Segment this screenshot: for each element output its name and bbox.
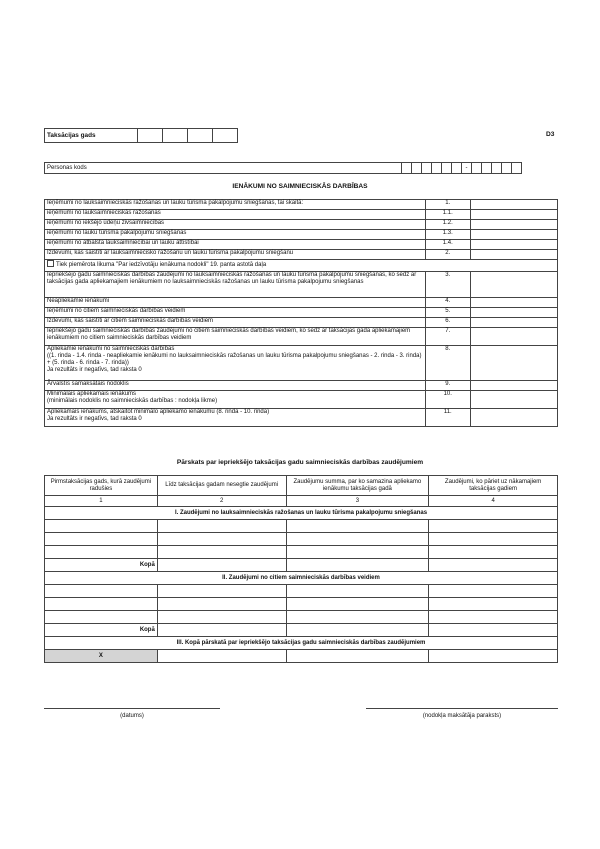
input-cell[interactable] (157, 533, 286, 546)
input-cell[interactable] (286, 611, 429, 624)
row-number: 7. (425, 328, 470, 346)
input-cell[interactable] (429, 559, 558, 572)
input-cell[interactable] (286, 624, 429, 637)
personal-code-separator: - (462, 163, 472, 174)
value-cell[interactable] (470, 210, 557, 220)
row-description (45, 200, 426, 210)
row-label: Tiek piemērota likuma "Par iedzīvotāju ienākuma nodokli" 19. panta astotā daļa (56, 262, 267, 268)
table-row (45, 230, 558, 240)
personal-code-digit-box[interactable] (412, 163, 422, 174)
value-cell[interactable] (470, 318, 557, 328)
tax-year-digit-box[interactable] (163, 129, 188, 143)
input-cell[interactable] (286, 546, 429, 559)
row-description (45, 240, 426, 250)
row-number: 6. (425, 318, 470, 328)
personal-code-digit-box[interactable] (452, 163, 462, 174)
table-header-row (45, 476, 558, 496)
tax-year-label: Taksācijas gads (45, 129, 138, 143)
table-row (45, 520, 558, 533)
row-label: ieņēmumi no lauksaimnieciskās ražošanas (47, 210, 161, 216)
tax-year-field (44, 128, 238, 143)
input-cell[interactable] (286, 650, 429, 663)
row-number: 5. (425, 308, 470, 318)
row-description (45, 260, 558, 272)
section-heading-total: III. Kopā pārskatā par iepriekšējo taksācijas gadu saimnieciskās darbības zaudējumiem (45, 637, 558, 650)
row-description (45, 210, 426, 220)
input-cell[interactable] (157, 611, 286, 624)
row-description (45, 391, 426, 409)
row-number: 1. (425, 200, 470, 210)
row-number: 1.3. (425, 230, 470, 240)
input-cell[interactable] (45, 598, 158, 611)
row-label: Minimālais apliekamais ienākums (minimālais nodoklis no saimnieciskās darbības : nodokļa likme) (47, 391, 218, 404)
value-cell[interactable] (470, 272, 557, 298)
input-cell[interactable] (286, 559, 429, 572)
row-label: Ārvalstīs samaksātais nodoklis (47, 381, 129, 387)
row-description (45, 272, 426, 298)
loss-carryforward-title: Pārskats par iepriekšējo taksācijas gadu saimnieciskās darbības zaudējumiem (176, 459, 424, 466)
row-label: Ieņēmumi no lauksaimnieciskās ražošanas un lauku tūrisma pakalpojumu sniegšanas, tai skaitā: (47, 200, 304, 206)
input-cell[interactable] (429, 533, 558, 546)
input-cell[interactable] (286, 533, 429, 546)
table-row (45, 533, 558, 546)
input-cell[interactable] (157, 559, 286, 572)
input-cell[interactable] (157, 585, 286, 598)
personal-code-digit-box[interactable] (512, 163, 522, 174)
form-code: D3 (546, 131, 555, 138)
personal-code-label: Personas kods (45, 163, 402, 174)
personal-code-digit-box[interactable] (502, 163, 512, 174)
row-number: 1.1. (425, 210, 470, 220)
row-label: Izdevumi, kas saistīti ar lauksaimniecisko ražošanu un lauku tūrisma pakalpojumu sniegšanu (47, 250, 294, 256)
value-cell[interactable] (470, 220, 557, 230)
row-label: Neapliekamie ienākumi (47, 298, 110, 304)
signature-line[interactable] (366, 708, 558, 709)
total-label: Kopā (45, 624, 158, 637)
value-cell[interactable] (470, 328, 557, 346)
col-header-uncovered-losses: Līdz taksācijas gadam nesegtie zaudējumi (157, 476, 286, 496)
table-row (45, 210, 558, 220)
row-number: 2. (425, 250, 470, 260)
row-description (45, 298, 426, 308)
table-row (45, 598, 558, 611)
personal-code-digit-box[interactable] (422, 163, 432, 174)
personal-code-digit-box[interactable] (492, 163, 502, 174)
col-number: 4 (429, 496, 558, 507)
row-description (45, 250, 426, 260)
input-cell[interactable] (45, 611, 158, 624)
grand-total-row (45, 650, 558, 663)
value-cell[interactable] (470, 240, 557, 250)
form-title: IENĀKUMI NO SAIMNIECISKĀS DARBĪBAS (232, 183, 368, 190)
col-number: 3 (286, 496, 429, 507)
table-row (45, 391, 558, 409)
date-label: (datums) (120, 713, 144, 719)
table-row (45, 318, 558, 328)
total-label: Kopā (45, 559, 158, 572)
table-row (45, 381, 558, 391)
row-description (45, 328, 426, 346)
date-line[interactable] (44, 708, 220, 709)
table-row (45, 250, 558, 260)
value-cell[interactable] (470, 230, 557, 240)
row-number: 10. (425, 391, 470, 409)
signature-label: (nodokļa maksātāja paraksts) (422, 713, 502, 719)
personal-code-digit-box[interactable] (432, 163, 442, 174)
value-cell[interactable] (470, 409, 557, 427)
row-label: ieņēmumi no lauku tūrisma pakalpojumu sniegšanas (47, 230, 187, 236)
table-row (45, 260, 558, 272)
table-row (45, 346, 558, 381)
row-description (45, 346, 426, 381)
value-cell[interactable] (470, 381, 557, 391)
personal-code-digit-box[interactable] (482, 163, 492, 174)
table-row (45, 240, 558, 250)
checkbox[interactable] (47, 260, 54, 267)
x-mark-cell: X (45, 650, 158, 663)
tax-year-digit-box[interactable] (188, 129, 213, 143)
row-label: Iepriekšējo gadu saimnieciskās darbības zaudējumi no lauksaimnieciskās ražošanas un lauku tūrisma pakalpojumu sniegšanas, ko sedz ar taksācijas gada apliekamajiem ienākumiem no lauksaimnieciskās ražošanas un lauku tūrisma pakalpojumu sniegšanas (47, 272, 417, 285)
row-number: 1.4. (425, 240, 470, 250)
col-number: 1 (45, 496, 158, 507)
tax-year-digit-box[interactable] (138, 129, 163, 143)
value-cell[interactable] (470, 298, 557, 308)
row-description (45, 220, 426, 230)
input-cell[interactable] (429, 611, 558, 624)
col-header-reduction-amount: Zaudējumu summa, par ko samazina apliekamo ienākumu taksācijas gadā (286, 476, 429, 496)
input-cell[interactable] (45, 533, 158, 546)
input-cell[interactable] (45, 585, 158, 598)
section-heading-agriculture: I. Zaudējumi no lauksaimnieciskās ražošanas un lauku tūrisma pakalpojumu sniegšanas (45, 507, 558, 520)
value-cell[interactable] (470, 250, 557, 260)
total-row (45, 559, 558, 572)
input-cell[interactable] (429, 598, 558, 611)
input-cell[interactable] (45, 546, 158, 559)
table-row (45, 200, 558, 210)
input-cell[interactable] (429, 546, 558, 559)
row-number: 4. (425, 298, 470, 308)
income-table (44, 199, 558, 427)
col-header-origin-year: Pirmstaksācijas gads, kurā zaudējumi radušies (45, 476, 158, 496)
input-cell[interactable] (429, 520, 558, 533)
value-cell[interactable] (470, 346, 557, 381)
row-label: Apliekamais ienākums, atskaitot minimālo apliekamo ienākumu (8. rinda - 10. rinda) Ja rezultāts ir negatīvs, tad raksta 0 (47, 409, 270, 422)
row-description (45, 409, 426, 427)
col-number: 2 (157, 496, 286, 507)
input-cell[interactable] (157, 546, 286, 559)
row-label: Izdevumi, kas saistīti ar citiem saimnieciskās darbības veidiem (47, 318, 214, 324)
row-number: 8. (425, 346, 470, 381)
row-number: 9. (425, 381, 470, 391)
table-row (45, 272, 558, 298)
personal-code-digit-box[interactable] (402, 163, 412, 174)
table-row (45, 328, 558, 346)
row-description (45, 308, 426, 318)
value-cell[interactable] (470, 391, 557, 409)
input-cell[interactable] (429, 585, 558, 598)
row-description (45, 230, 426, 240)
row-number: 11. (425, 409, 470, 427)
input-cell[interactable] (429, 624, 558, 637)
row-label: Iepriekšējo gadu saimnieciskās darbības zaudējumi no citiem saimnieciskās darbības veidiem, ko sedz ar taksācijas gada apliekamajiem ienākumiem no citiem saimnieciskās darbības veidiem (47, 328, 411, 341)
row-label: Ieņēmumi no citiem saimnieciskās darbības veidiem (47, 308, 186, 314)
input-cell[interactable] (157, 598, 286, 611)
row-label: Apliekamie ienākumi no saimnieciskās darbības ((1. rinda - 1.4. rinda - neapliekamie ienākumi no lauksaimnieciskās ražošanas un lauku tūrisma pakalpojumu sniegšanas - 2. rinda - 3. rinda) + (5. rinda - 6. rinda - 7. rinda)) Ja rezultāts ir negatīvs, tad raksta 0 (47, 346, 422, 373)
table-row (45, 546, 558, 559)
personal-code-digit-box[interactable] (442, 163, 452, 174)
table-row (45, 585, 558, 598)
row-description (45, 381, 426, 391)
value-cell[interactable] (470, 308, 557, 318)
loss-carryforward-table (44, 475, 558, 663)
input-cell[interactable] (286, 585, 429, 598)
section-heading-other: II. Zaudējumi no citiem saimnieciskās darbības veidiem (45, 572, 558, 585)
column-number-row (45, 496, 558, 507)
table-row (45, 220, 558, 230)
input-cell[interactable] (157, 650, 286, 663)
row-label: ieņēmumi no iekšējo ūdeņu zivsaimniecības (47, 220, 165, 226)
col-header-carried-forward: Zaudējumi, ko pāriet uz nākamajiem taksācijas gadiem (429, 476, 558, 496)
personal-code-digit-box[interactable] (472, 163, 482, 174)
table-row (45, 298, 558, 308)
input-cell[interactable] (286, 598, 429, 611)
value-cell[interactable] (470, 200, 557, 210)
table-row (45, 308, 558, 318)
tax-year-digit-box[interactable] (213, 129, 238, 143)
row-description (45, 318, 426, 328)
table-row (45, 611, 558, 624)
input-cell[interactable] (45, 520, 158, 533)
row-label: ieņēmumi no atbalsta lauksaimniecībai un lauku attīstībai (47, 240, 199, 246)
row-number: 1.2. (425, 220, 470, 230)
input-cell[interactable] (157, 624, 286, 637)
personal-code-field (44, 162, 522, 174)
total-row (45, 624, 558, 637)
row-number: 3. (425, 272, 470, 298)
input-cell[interactable] (429, 650, 558, 663)
input-cell[interactable] (286, 520, 429, 533)
input-cell[interactable] (157, 520, 286, 533)
table-row (45, 409, 558, 427)
